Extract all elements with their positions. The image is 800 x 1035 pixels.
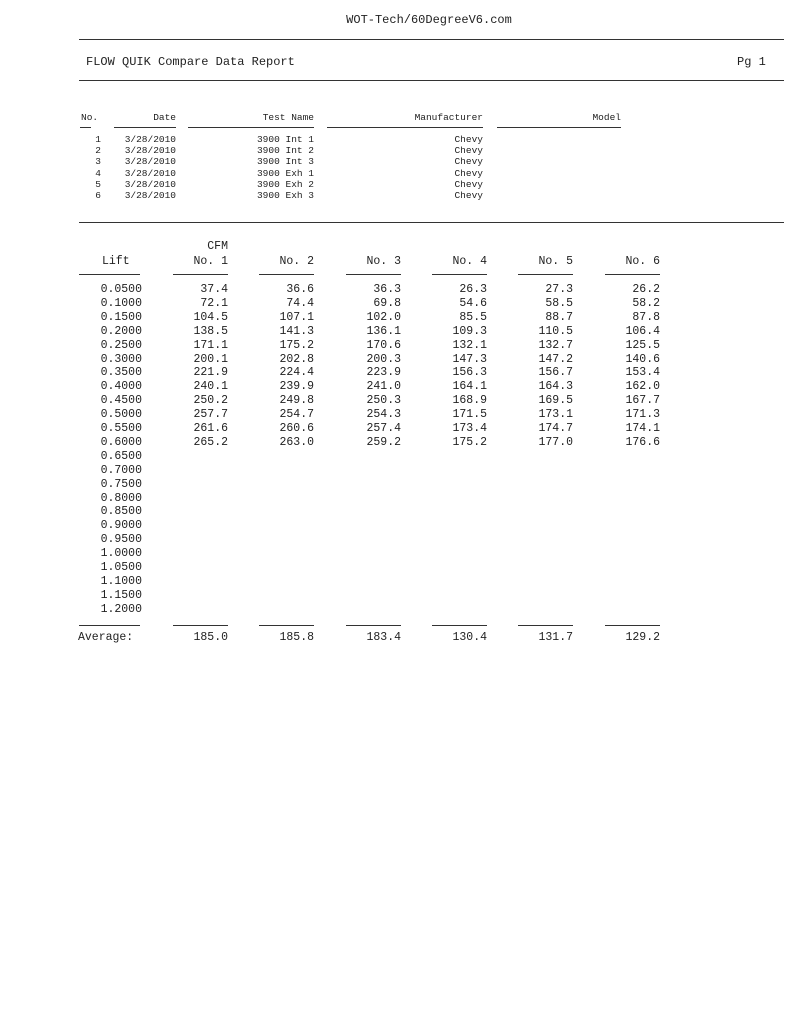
cfm-cell: 171.1 — [193, 338, 228, 352]
average-value-5: 131.7 — [538, 630, 573, 644]
cfm-cell: 260.6 — [279, 422, 314, 435]
test-row-name: 3900 Exh 1 — [256, 167, 314, 179]
cfm-cell: 169.5 — [538, 394, 573, 408]
lift-value: 0.9000 — [100, 519, 142, 533]
cfm-cell: 175.2 — [452, 435, 487, 449]
cfm-cell: 174.7 — [538, 422, 573, 435]
cfm-cell: 162.0 — [625, 380, 660, 394]
lift-value: 0.6000 — [100, 435, 142, 449]
flow-col-divider — [432, 274, 487, 275]
cfm-cell: 54.6 — [459, 296, 487, 310]
test-row-manufacturer: Chevy — [454, 190, 483, 201]
cfm-cell: 261.6 — [193, 422, 228, 435]
test-row-manufacturer: Chevy — [454, 134, 483, 145]
cfm-cell: 167.7 — [625, 394, 660, 408]
flow-col-divider — [518, 274, 573, 275]
cfm-cell: 173.4 — [452, 422, 487, 435]
cfm-cell: 221.9 — [193, 366, 228, 380]
test-row-date: 3/28/2010 — [124, 145, 176, 157]
lift-value: 0.5500 — [100, 422, 142, 435]
lift-value: 0.1500 — [100, 310, 142, 324]
flow-col-header-3: No. 3 — [366, 255, 401, 268]
flow-col-header-5: No. 5 — [538, 255, 573, 268]
site-name: WOT-Tech/60DegreeV6.com — [346, 13, 512, 27]
cfm-cell: 74.4 — [286, 296, 314, 310]
cfm-cell: 250.3 — [366, 394, 401, 408]
test-col-divider — [497, 127, 621, 128]
test-row-manufacturer: Chevy — [454, 178, 483, 190]
test-row-no: 4 — [95, 167, 101, 179]
flow-col-header-2: No. 2 — [279, 255, 314, 268]
cfm-cell: 171.5 — [452, 408, 487, 422]
section-rule — [79, 222, 784, 223]
test-row-name: 3900 Int 2 — [256, 145, 314, 157]
cfm-cell: 110.5 — [538, 324, 573, 338]
cfm-cell: 36.6 — [286, 283, 314, 296]
flow-total-divider — [518, 625, 573, 626]
test-col-divider — [188, 127, 314, 128]
cfm-cell: 224.4 — [279, 366, 314, 380]
cfm-cell: 107.1 — [279, 310, 314, 324]
test-row-no: 2 — [95, 145, 101, 157]
average-value-2: 185.8 — [279, 630, 314, 644]
cfm-cell: 85.5 — [459, 310, 487, 324]
cfm-cell: 36.3 — [373, 283, 401, 296]
cfm-cell: 257.7 — [193, 408, 228, 422]
header-rule-top — [79, 39, 784, 40]
cfm-cell: 168.9 — [452, 394, 487, 408]
lift-value: 0.4500 — [100, 394, 142, 408]
cfm-cell: 200.1 — [193, 352, 228, 366]
cfm-cell: 177.0 — [538, 435, 573, 449]
cfm-cell: 249.8 — [279, 394, 314, 408]
test-row-name: 3900 Exh 3 — [256, 190, 314, 201]
test-col-header-name: Test Name — [262, 112, 314, 123]
cfm-cell: 241.0 — [366, 380, 401, 394]
cfm-cell: 175.2 — [279, 338, 314, 352]
cfm-cell: 37.4 — [200, 283, 228, 296]
cfm-cell: 72.1 — [200, 296, 228, 310]
flow-total-divider — [432, 625, 487, 626]
cfm-cell: 174.1 — [625, 422, 660, 435]
lift-value: 1.2000 — [100, 602, 142, 616]
cfm-cell: 147.3 — [452, 352, 487, 366]
cfm-cell: 140.6 — [625, 352, 660, 366]
cfm-cell: 26.3 — [459, 283, 487, 296]
lift-value: 0.2500 — [100, 338, 142, 352]
cfm-cell: 132.7 — [538, 338, 573, 352]
cfm-cell: 223.9 — [366, 366, 401, 380]
test-row-manufacturer: Chevy — [454, 156, 483, 168]
lift-value: 0.0500 — [100, 283, 142, 296]
test-row-no: 1 — [95, 134, 101, 145]
page-number: Pg 1 — [737, 55, 766, 69]
lift-value: 1.0500 — [100, 561, 142, 574]
flow-col-divider — [79, 274, 140, 275]
cfm-cell: 263.0 — [279, 435, 314, 449]
cfm-cell: 176.6 — [625, 435, 660, 449]
cfm-cell: 104.5 — [193, 310, 228, 324]
cfm-cell: 156.3 — [452, 366, 487, 380]
cfm-cell: 239.9 — [279, 380, 314, 394]
lift-value: 0.9500 — [100, 533, 142, 547]
cfm-cell: 240.1 — [193, 380, 228, 394]
flow-total-divider — [79, 625, 140, 626]
test-row-date: 3/28/2010 — [124, 178, 176, 190]
cfm-cell: 27.3 — [545, 283, 573, 296]
cfm-cell: 164.3 — [538, 380, 573, 394]
test-col-divider — [114, 127, 176, 128]
lift-value: 0.2000 — [100, 324, 142, 338]
lift-value: 1.1500 — [100, 588, 142, 602]
flow-col-header-4: No. 4 — [452, 255, 487, 268]
cfm-cell: 109.3 — [452, 324, 487, 338]
cfm-cell: 26.2 — [632, 283, 660, 296]
test-col-header-manufacturer: Manufacturer — [414, 112, 483, 123]
flow-col-divider — [605, 274, 660, 275]
flow-total-divider — [259, 625, 314, 626]
lift-value: 0.6500 — [100, 449, 142, 463]
test-col-divider — [80, 127, 91, 128]
test-row-name: 3900 Exh 2 — [256, 178, 314, 190]
cfm-cell: 87.8 — [632, 310, 660, 324]
flow-total-divider — [173, 625, 228, 626]
cfm-cell: 254.7 — [279, 408, 314, 422]
flow-col-divider — [259, 274, 314, 275]
cfm-cell: 250.2 — [193, 394, 228, 408]
cfm-cell: 171.3 — [625, 408, 660, 422]
test-col-header-date: Date — [153, 112, 176, 123]
lift-value: 0.5000 — [100, 408, 142, 422]
header-rule-bottom — [79, 80, 784, 81]
test-row-name: 3900 Int 1 — [256, 134, 314, 145]
cfm-cell: 200.3 — [366, 352, 401, 366]
lift-value: 0.8000 — [100, 491, 142, 505]
cfm-cell: 136.1 — [366, 324, 401, 338]
test-row-manufacturer: Chevy — [454, 167, 483, 179]
lift-value: 0.7000 — [100, 463, 142, 477]
lift-value: 1.0000 — [100, 547, 142, 561]
cfm-cell: 164.1 — [452, 380, 487, 394]
flow-col-header-1: No. 1 — [193, 255, 228, 268]
average-value-1: 185.0 — [193, 630, 228, 644]
cfm-cell: 254.3 — [366, 408, 401, 422]
test-row-name: 3900 Int 3 — [256, 156, 314, 168]
lift-value: 0.8500 — [100, 505, 142, 519]
cfm-cell: 147.2 — [538, 352, 573, 366]
lift-value: 0.3000 — [100, 352, 142, 366]
cfm-cell: 125.5 — [625, 338, 660, 352]
cfm-cell: 88.7 — [545, 310, 573, 324]
cfm-cell: 141.3 — [279, 324, 314, 338]
lift-value: 0.3500 — [100, 366, 142, 380]
cfm-cell: 58.5 — [545, 296, 573, 310]
lift-value: 0.4000 — [100, 380, 142, 394]
cfm-cell: 69.8 — [373, 296, 401, 310]
cfm-cell: 58.2 — [632, 296, 660, 310]
test-row-date: 3/28/2010 — [124, 190, 176, 201]
test-col-header-no: No. — [81, 112, 99, 123]
lift-col-header: Lift — [102, 255, 130, 268]
average-value-4: 130.4 — [452, 630, 487, 644]
test-row-no: 6 — [95, 190, 101, 201]
test-col-divider — [327, 127, 483, 128]
cfm-cell: 202.8 — [279, 352, 314, 366]
cfm-cell: 102.0 — [366, 310, 401, 324]
lift-value: 0.7500 — [100, 477, 142, 491]
flow-total-divider — [346, 625, 401, 626]
test-row-no: 5 — [95, 178, 101, 190]
flow-col-divider — [173, 274, 228, 275]
cfm-cell: 132.1 — [452, 338, 487, 352]
cfm-cell: 138.5 — [193, 324, 228, 338]
lift-value: 1.1000 — [100, 574, 142, 588]
test-row-date: 3/28/2010 — [124, 167, 176, 179]
flow-col-divider — [346, 274, 401, 275]
cfm-cell: 173.1 — [538, 408, 573, 422]
cfm-cell: 257.4 — [366, 422, 401, 435]
cfm-cell: 170.6 — [366, 338, 401, 352]
cfm-cell: 153.4 — [625, 366, 660, 380]
lift-value: 0.1000 — [100, 296, 142, 310]
test-row-manufacturer: Chevy — [454, 145, 483, 157]
flow-total-divider — [605, 625, 660, 626]
average-value-6: 129.2 — [625, 630, 660, 644]
flow-col-header-6: No. 6 — [625, 255, 660, 268]
cfm-cell: 259.2 — [366, 435, 401, 449]
report-title: FLOW QUIK Compare Data Report — [86, 55, 295, 69]
test-row-date: 3/28/2010 — [124, 134, 176, 145]
test-row-no: 3 — [95, 156, 101, 168]
average-value-3: 183.4 — [366, 630, 401, 644]
average-label: Average: — [78, 630, 134, 644]
test-row-date: 3/28/2010 — [124, 156, 176, 168]
cfm-cell: 265.2 — [193, 435, 228, 449]
cfm-cell: 156.7 — [538, 366, 573, 380]
test-col-header-model: Model — [592, 112, 621, 123]
cfm-unit-label: CFM — [207, 240, 228, 253]
cfm-cell: 106.4 — [625, 324, 660, 338]
